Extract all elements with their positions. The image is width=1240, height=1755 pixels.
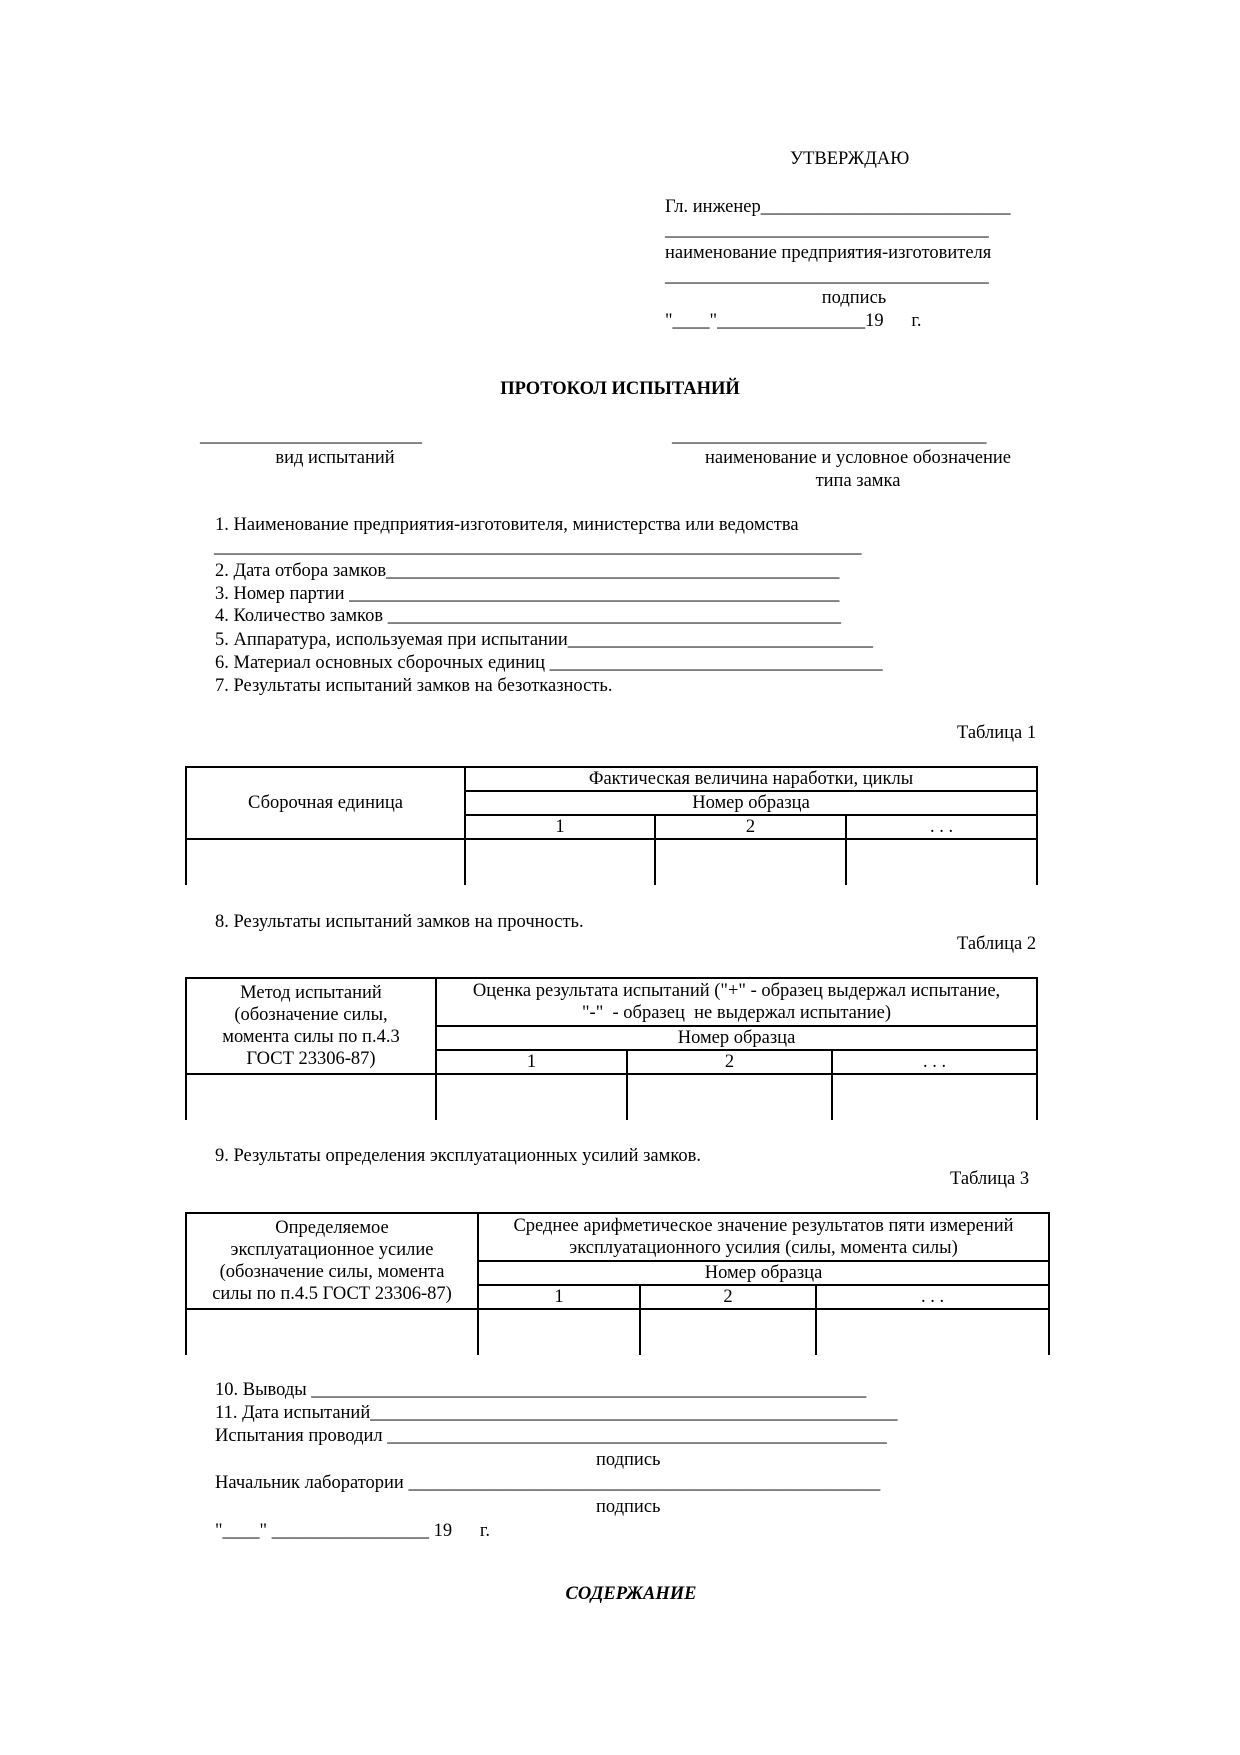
table-3-force-line-2: эксплуатационное усилие	[230, 1240, 434, 1260]
item-1: 1. Наименование предприятия-изготовителя, министерства или ведомства	[215, 515, 799, 535]
lock-name-line: __________________________________	[672, 426, 987, 446]
approval-date: "____"________________19 г.	[665, 311, 922, 331]
table-3-force-line-3: (обозначение силы, момента	[219, 1262, 445, 1282]
lab-head-signature-caption: подпись	[596, 1497, 661, 1517]
table-2-cell	[436, 1074, 627, 1120]
table-2-sample-2: 2	[627, 1050, 832, 1074]
table-3-force-line-4: силы по п.4.5 ГОСТ 23306-87)	[212, 1284, 452, 1304]
table-1-cell	[465, 839, 655, 885]
approval-blank-line-2: ___________________________________	[665, 266, 989, 286]
item-6: 6. Материал основных сборочных единиц ____________________________________	[215, 653, 883, 673]
item-1-line: ______________________________________________________________________	[214, 537, 862, 557]
table-3-force-line-1: Определяемое	[275, 1218, 389, 1238]
item-3: 3. Номер партии _____________________________________________________	[215, 584, 840, 604]
table-1-assembly-header: Сборочная единица	[186, 767, 465, 839]
footer-date: "____" _________________ 19 г.	[215, 1521, 490, 1541]
table-3-mean-line-2: эксплуатационного усилия (силы, момента силы)	[569, 1238, 958, 1258]
item-4: 4. Количество замков _________________________________________________	[215, 606, 841, 626]
lock-name-caption-1: наименование и условное обозначение	[705, 448, 1011, 468]
table-2-cell	[832, 1074, 1037, 1120]
table-2-method-line-3: момента силы по п.4.3	[222, 1027, 400, 1047]
table-3-mean-line-1: Среднее арифметическое значение результатов пяти измерений	[513, 1216, 1014, 1236]
table-1-sample-more: . . .	[846, 815, 1037, 839]
item-2: 2. Дата отбора замков_________________________________________________	[215, 561, 840, 581]
table-3-mean-header	[478, 1213, 1049, 1261]
table-3-force-header	[186, 1213, 478, 1309]
table-2	[185, 977, 1038, 1120]
contents-heading: СОДЕРЖАНИЕ	[565, 1584, 697, 1604]
test-type-caption: вид испытаний	[275, 448, 395, 468]
section-9: 9. Результаты определения эксплуатационных усилий замков.	[215, 1146, 701, 1166]
table-2-cell	[186, 1074, 436, 1120]
table-3-cell	[478, 1309, 640, 1355]
table-2-sample-1: 1	[436, 1050, 627, 1074]
approval-signature-caption: подпись	[821, 288, 887, 308]
table-1-actual-header: Фактическая величина наработки, циклы	[465, 767, 1037, 791]
company-caption: наименование предприятия-изготовителя	[665, 243, 992, 263]
table-2-method-header	[186, 978, 436, 1074]
table-2-evaluation-line-2: "-" - образец не выдержал испытание)	[582, 1003, 892, 1023]
item-7: 7. Результаты испытаний замков на безотказность.	[215, 676, 613, 696]
table-3	[185, 1212, 1050, 1355]
table-2-caption: Таблица 2	[957, 934, 1037, 954]
test-date-line: 11. Дата испытаний_________________________________________________________	[215, 1403, 898, 1423]
table-3-caption: Таблица 3	[950, 1169, 1030, 1189]
table-1-sample-header: Номер образца	[465, 791, 1037, 815]
table-2-sample-header: Номер образца	[436, 1026, 1037, 1050]
table-1-cell	[186, 839, 465, 885]
table-3-sample-1: 1	[478, 1285, 640, 1309]
table-2-cell	[627, 1074, 832, 1120]
table-3-sample-header: Номер образца	[478, 1261, 1049, 1285]
table-3-cell	[186, 1309, 478, 1355]
table-3-sample-2: 2	[640, 1285, 816, 1309]
table-2-evaluation-line-1: Оценка результата испытаний ("+" - образец выдержал испытание,	[472, 981, 1001, 1001]
section-8: 8. Результаты испытаний замков на прочность.	[215, 912, 584, 932]
test-type-line: ________________________	[200, 426, 422, 446]
item-5: 5. Аппаратура, используемая при испытании_________________________________	[215, 630, 873, 650]
table-2-method-line-2: (обозначение силы,	[234, 1005, 388, 1025]
table-2-method-line-4: ГОСТ 23306-87)	[246, 1049, 376, 1069]
table-2-evaluation-header	[436, 978, 1037, 1026]
table-2-sample-more: . . .	[832, 1050, 1037, 1074]
table-3-cell	[816, 1309, 1049, 1355]
table-3-cell	[640, 1309, 816, 1355]
lock-name-caption-2: типа замка	[815, 471, 901, 491]
approval-blank-line-1: ___________________________________	[665, 220, 989, 240]
conclusions-line: 10. Выводы ____________________________________________________________	[215, 1380, 867, 1400]
table-1	[185, 766, 1038, 885]
document-title: ПРОТОКОЛ ИСПЫТАНИЙ	[500, 379, 740, 399]
tested-by-signature-caption: подпись	[596, 1450, 661, 1470]
chief-engineer-line: Гл. инженер___________________________	[665, 197, 1011, 217]
table-3-sample-more: . . .	[816, 1285, 1049, 1309]
table-1-cell	[846, 839, 1037, 885]
table-1-caption: Таблица 1	[957, 723, 1037, 743]
table-1-sample-1: 1	[465, 815, 655, 839]
table-1-cell	[655, 839, 846, 885]
table-2-method-line-1: Метод испытаний	[240, 983, 382, 1003]
table-1-sample-2: 2	[655, 815, 846, 839]
tested-by-line: Испытания проводил ______________________________________________________	[215, 1426, 887, 1446]
approval-title: УТВЕРЖДАЮ	[790, 149, 910, 169]
lab-head-line: Начальник лаборатории ___________________________________________________	[215, 1473, 881, 1493]
